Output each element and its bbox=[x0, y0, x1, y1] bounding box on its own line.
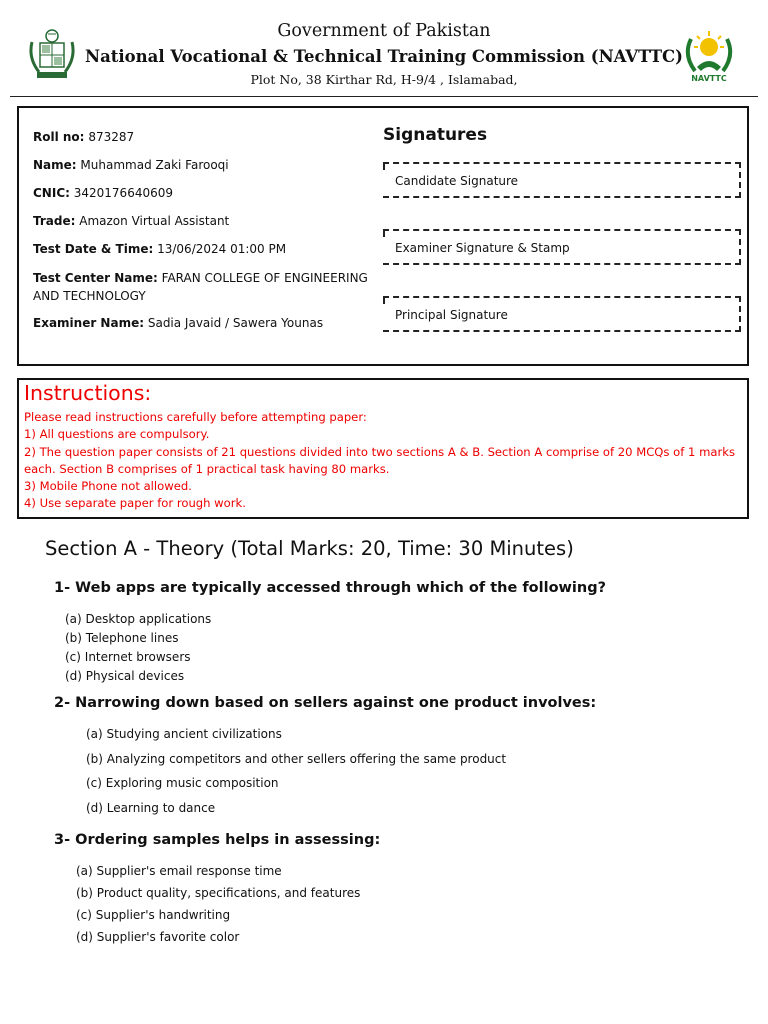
candidate-signature-box: Candidate Signature bbox=[383, 162, 741, 198]
question-3: 3- Ordering samples helps in assessing: bbox=[54, 832, 381, 848]
address: Plot No, 38 Kirthar Rd, H-9/4 , Islamabad, bbox=[250, 72, 518, 87]
principal-signature-box: Principal Signature bbox=[383, 296, 741, 332]
q3-option-c: (c) Supplier's handwriting bbox=[76, 908, 231, 922]
signatures-title: Signatures bbox=[383, 125, 488, 145]
q1-option-b: (b) Telephone lines bbox=[65, 631, 179, 645]
q1-option-a: (a) Desktop applications bbox=[65, 612, 212, 626]
q3-option-d: (d) Supplier's favorite color bbox=[76, 930, 240, 944]
instruction-line: each. Section B comprises of 1 practical task having 80 marks. bbox=[24, 462, 390, 476]
instruction-line: 3) Mobile Phone not allowed. bbox=[24, 479, 192, 493]
navttc-logo-text: NAVTTC bbox=[691, 74, 727, 83]
examiner-name: Examiner Name: Sadia Javaid / Sawera Younas bbox=[33, 316, 324, 330]
question-1: 1- Web apps are typically accessed through which of the following? bbox=[54, 580, 607, 596]
question-2: 2- Narrowing down based on sellers against one product involves: bbox=[54, 695, 597, 711]
header-divider bbox=[10, 96, 758, 97]
government-title: Government of Pakistan bbox=[277, 21, 491, 41]
instructions-title: Instructions: bbox=[24, 381, 152, 405]
q2-option-c: (c) Exploring music composition bbox=[86, 776, 279, 790]
roll-number: Roll no: 873287 bbox=[33, 130, 135, 144]
examiner-signature-box: Examiner Signature & Stamp bbox=[383, 229, 741, 265]
candidate-name: Name: Muhammad Zaki Farooqi bbox=[33, 158, 229, 172]
q2-option-a: (a) Studying ancient civilizations bbox=[86, 727, 282, 741]
test-center-line2: AND TECHNOLOGY bbox=[33, 289, 146, 303]
instruction-line: 2) The question paper consists of 21 questions divided into two sections A & B. Section A comprise of 20 MCQs of 1 marks bbox=[24, 445, 735, 459]
cnic: CNIC: 3420176640609 bbox=[33, 186, 174, 200]
commission-title: National Vocational & Technical Training Commission (NAVTTC) bbox=[85, 47, 683, 66]
q2-option-d: (d) Learning to dance bbox=[86, 801, 216, 815]
section-a-title: Section A - Theory (Total Marks: 20, Time: 30 Minutes) bbox=[45, 537, 574, 560]
test-date-time: Test Date & Time: 13/06/2024 01:00 PM bbox=[33, 242, 287, 256]
instruction-line: 1) All questions are compulsory. bbox=[24, 427, 210, 441]
q1-option-c: (c) Internet browsers bbox=[65, 650, 191, 664]
q2-option-b: (b) Analyzing competitors and other sellers offering the same product bbox=[86, 752, 507, 766]
trade: Trade: Amazon Virtual Assistant bbox=[33, 214, 230, 228]
instruction-line: 4) Use separate paper for rough work. bbox=[24, 496, 246, 510]
q1-option-d: (d) Physical devices bbox=[65, 669, 185, 683]
q3-option-a: (a) Supplier's email response time bbox=[76, 864, 282, 878]
q3-option-b: (b) Product quality, specifications, and features bbox=[76, 886, 361, 900]
test-center: Test Center Name: FARAN COLLEGE OF ENGINEERING bbox=[33, 271, 368, 285]
instruction-line: Please read instructions carefully before attempting paper: bbox=[24, 410, 367, 424]
